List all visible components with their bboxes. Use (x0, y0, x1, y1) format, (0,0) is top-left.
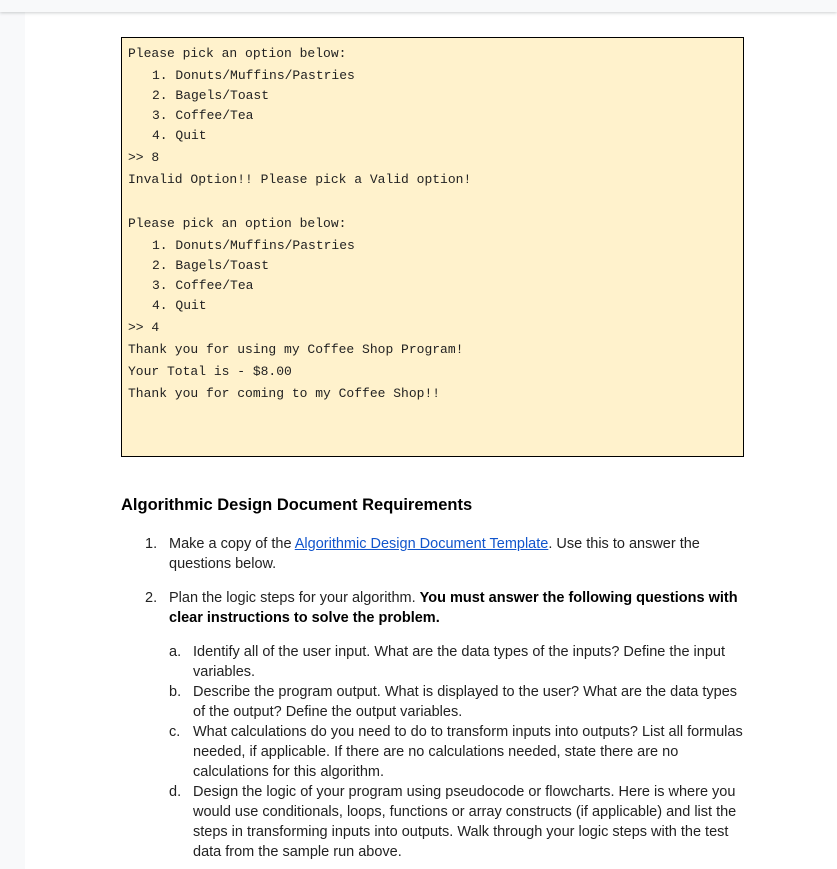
console-line: 4. Quit (152, 128, 207, 143)
console-line: Please pick an option below: (128, 216, 347, 231)
item2-text: Plan the logic steps for your algorithm. (169, 590, 420, 606)
item1-text-end: . Use this to answer the questions below. (169, 536, 700, 572)
template-link[interactable]: Algorithmic Design Document Template (294, 536, 549, 552)
list-number: 2. (145, 590, 158, 606)
item2-bold-text: You must answer the following questions with clear instructions to solve the problem. (169, 590, 738, 626)
sub-letter: d. (169, 784, 182, 800)
console-line: Thank you for using my Coffee Shop Program! (128, 342, 464, 357)
console-line: 4. Quit (152, 298, 207, 313)
item1-text: Make a copy of the (169, 536, 295, 552)
sub-item-d: Design the logic of your program using pseudocode or flowcharts. Here is where you would use conditionals, loops, functions or array constructs (if applicable) and list the steps in transforming inputs into outputs. Walk through your logic steps with the test data from the sample run above. (193, 784, 737, 860)
console-line: 1. Donuts/Muffins/Pastries (152, 238, 355, 253)
list-number: 1. (145, 536, 158, 552)
console-line: >> 4 (128, 320, 160, 335)
console-line: Your Total is - $8.00 (128, 364, 292, 379)
sub-item-b: Describe the program output. What is displayed to the user? What are the data types of the output? Define the output variables. (193, 684, 738, 720)
sub-item-a: Identify all of the user input. What are the data types of the inputs? Define the input variables. (193, 644, 725, 680)
sample-run-console (121, 37, 744, 457)
toolbar-shadow (0, 0, 837, 12)
console-line: 3. Coffee/Tea (152, 108, 254, 123)
console-line: 2. Bagels/Toast (152, 258, 270, 273)
list-item-2 (169, 588, 759, 628)
console-line: 3. Coffee/Tea (152, 278, 254, 293)
sub-item-c: What calculations do you need to do to transform inputs into outputs? List all formulas needed, if applicable. If there are no calculations needed, state there are no calculations for this algorithm. (193, 724, 743, 780)
section-heading: Algorithmic Design Document Requirements (121, 496, 473, 514)
sub-letter: b. (169, 684, 182, 700)
sub-letter: a. (169, 644, 182, 660)
console-line: Please pick an option below: (128, 46, 347, 61)
console-line: 1. Donuts/Muffins/Pastries (152, 68, 355, 83)
document-page (25, 12, 837, 869)
console-line: Thank you for coming to my Coffee Shop!! (128, 386, 441, 401)
list-item-1 (169, 534, 749, 574)
console-line: 2. Bagels/Toast (152, 88, 270, 103)
console-line: >> 8 (128, 150, 160, 165)
console-line: Invalid Option!! Please pick a Valid option! (128, 172, 472, 187)
sub-letter: c. (169, 724, 181, 740)
